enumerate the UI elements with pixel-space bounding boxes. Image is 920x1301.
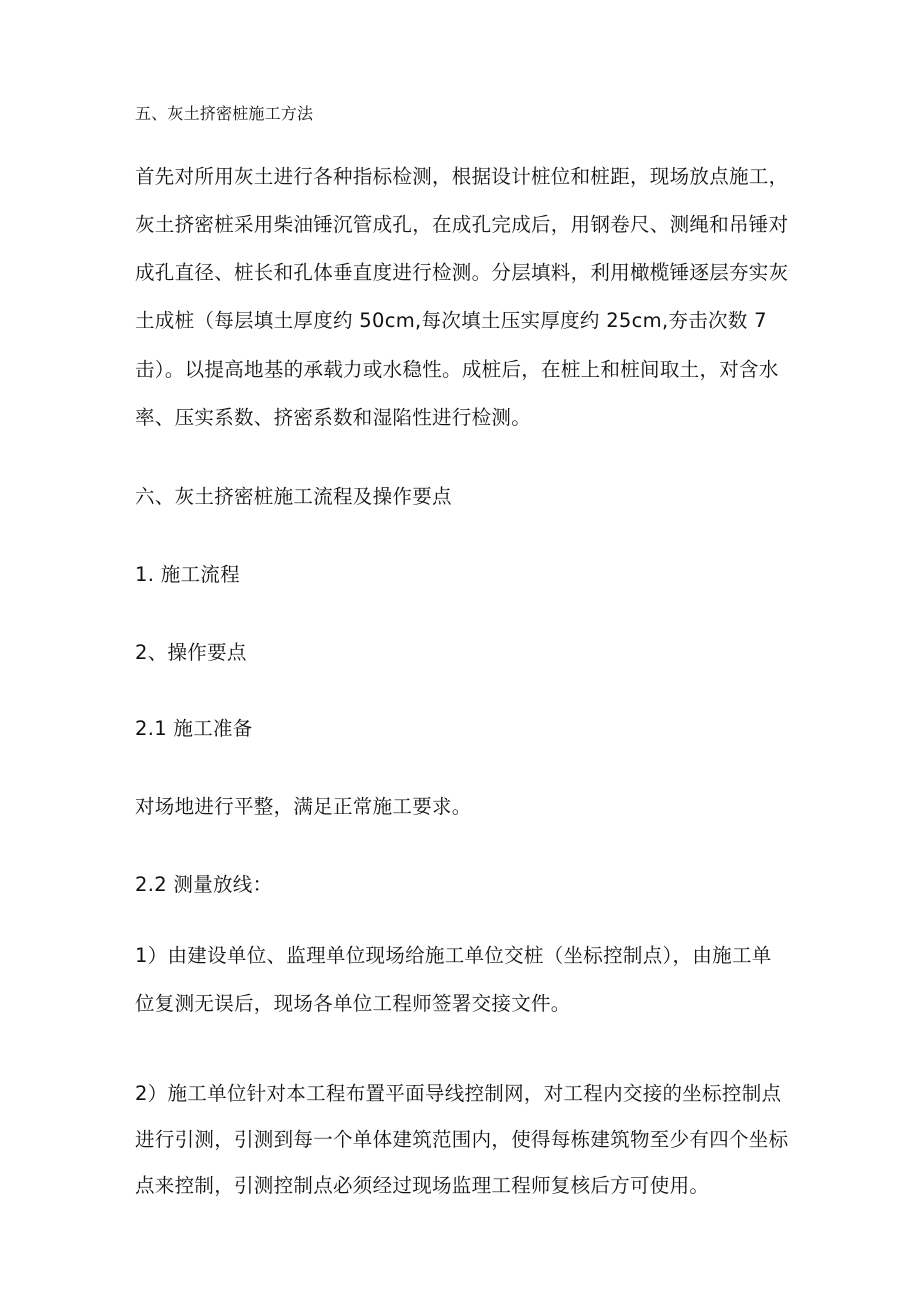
section-heading-5: 五、灰土挤密桩施工方法 <box>135 104 314 123</box>
paragraph-line: 灰土挤密桩采用柴油锤沉管成孔，在成孔完成后，用钢卷尺、测绳和吊锤对 <box>135 213 789 236</box>
item-operation-points: 2、操作要点 <box>135 641 247 664</box>
paragraph-line: 土成桩（每层填土厚度约 50cm,每次填土压实厚度约 25cm,夯击次数 7 <box>135 309 767 332</box>
paragraph-line: 成孔直径、桩长和孔体垂直度进行检测。分层填料，利用橄榄锤逐层夯实灰 <box>135 261 789 284</box>
section-heading-6: 六、灰土挤密桩施工流程及操作要点 <box>135 485 452 508</box>
paragraph-line: 位复测无误后，现场各单位工程师签署交接文件。 <box>135 992 571 1015</box>
paragraph-line: 点来控制，引测控制点必须经过现场监理工程师复核后方可使用。 <box>135 1174 710 1197</box>
paragraph-line: 率、压实系数、挤密系数和湿陷性进行检测。 <box>135 406 532 429</box>
paragraph-line: 进行引测，引测到每一个单体建筑范围内，使得每栋建筑物至少有四个坐标 <box>135 1128 789 1151</box>
paragraph-site-prep: 对场地进行平整，满足正常施工要求。 <box>135 795 472 818</box>
paragraph-line: 2）施工单位针对本工程布置平面导线控制网，对工程内交接的坐标控制点 <box>135 1082 782 1105</box>
subheading-construction-prep: 2.1 施工准备 <box>135 717 253 740</box>
paragraph-line: 击）。以提高地基的承载力或水稳性。成桩后，在桩上和桩间取土，对含水 <box>135 358 779 381</box>
paragraph-line: 1）由建设单位、监理单位现场给施工单位交桩（坐标控制点），由施工单 <box>135 944 772 967</box>
item-construction-flow: 1. 施工流程 <box>135 563 240 586</box>
subheading-survey-layout: 2.2 测量放线： <box>135 873 273 896</box>
paragraph-line: 首先对所用灰土进行各种指标检测，根据设计桩位和桩距，现场放点施工， <box>135 165 789 188</box>
